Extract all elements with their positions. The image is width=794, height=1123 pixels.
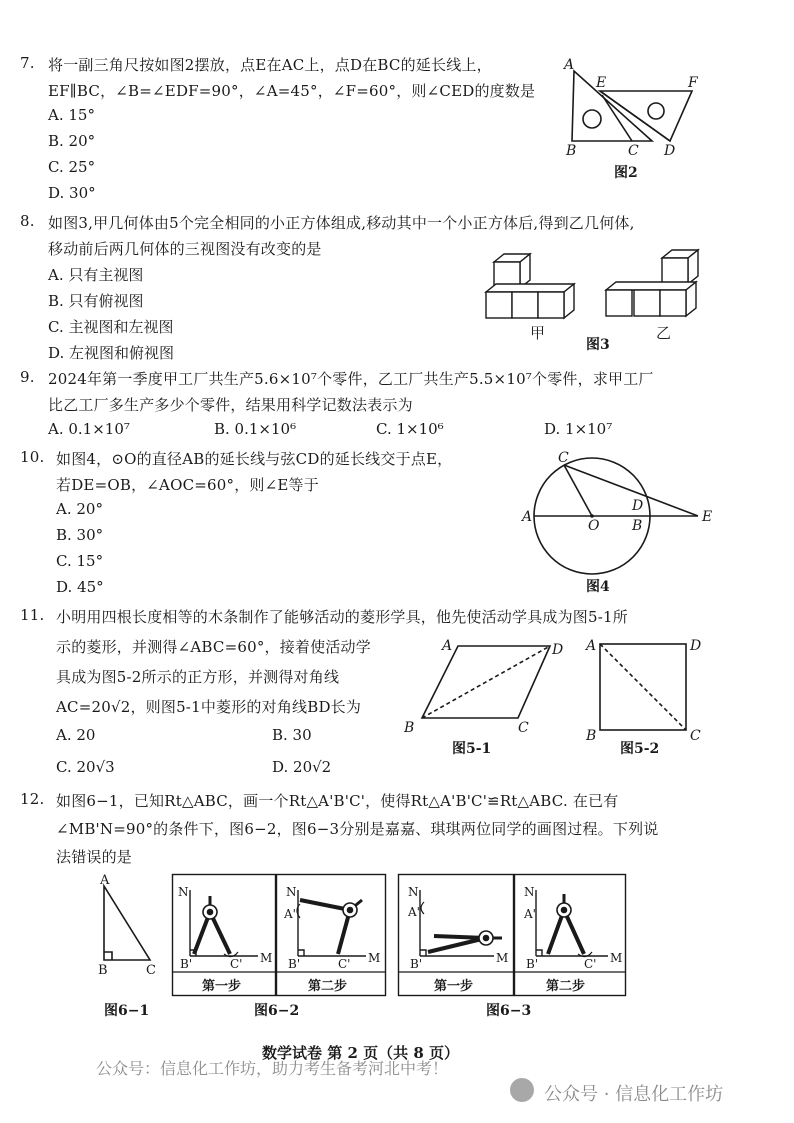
q12-fig63-step1 [398, 874, 514, 996]
q7-figure [560, 55, 710, 159]
q11-figure-square [582, 636, 712, 742]
q8-option-d: D. 左视图和俯视图 [48, 344, 175, 362]
q12-fig63a-label-b1: B' [410, 957, 423, 971]
q10-option-b: B. 30° [56, 526, 104, 544]
q7-label-d: D [664, 143, 676, 159]
q12-compass-icon [300, 900, 362, 954]
q9-option-c: C. 1×10⁶ [376, 420, 444, 438]
q8-option-c: C. 主视图和左视图 [48, 318, 174, 336]
q12-fig62b-label-m: M [368, 951, 381, 965]
q12-fig61-label-a: A [100, 873, 110, 888]
q11-square-label-a: A [586, 638, 597, 654]
q9-option-d: D. 1×10⁷ [544, 420, 613, 438]
q12-fig63b-label-n: N [524, 885, 535, 899]
q12-fig63a-label-n: N [408, 885, 419, 899]
q10-option-a: A. 20° [56, 500, 103, 518]
q11-text-line1: 小明用四根长度相等的木条制作了能够活动的菱形学具，他先使活动学具成为图5-1所 [56, 608, 628, 626]
page-footer: 数学试卷 第 2 页（共 8 页） [262, 1044, 459, 1062]
q10-number: 10. [20, 448, 45, 466]
q7-hole-right [648, 103, 664, 119]
q12-fig63a-step: 第一步 [434, 979, 474, 994]
q12-text-line2: ∠MB'N=90°的条件下，图6−2，图6−3分别是嘉嘉、琪琪两位同学的画图过程。下列说 [56, 820, 659, 838]
q7-number: 7. [20, 54, 35, 72]
q12-fig62-step1 [172, 874, 276, 996]
q8-figure-yi [600, 244, 700, 330]
q12-compass-icon [428, 931, 502, 952]
q10-option-d: D. 45° [56, 578, 104, 596]
q7-fig-caption: 图2 [614, 165, 638, 181]
q12-fig62b-label-n: N [286, 885, 297, 899]
q12-text-line3: 法错误的是 [56, 848, 133, 866]
q7-text-line1: 将一副三角尺按如图2摆放，点E在AC上，点D在BC的延长线上， [48, 56, 492, 74]
q12-fig63a-label-m: M [496, 951, 509, 965]
q12-fig63-step2 [514, 874, 626, 996]
q11-square-label-d: D [690, 638, 702, 654]
q8-option-a: A. 只有主视图 [48, 266, 144, 284]
q7-option-a: A. 15° [48, 106, 95, 124]
q8-option-b: B. 只有俯视图 [48, 292, 144, 310]
q12-fig63a-label-a1: A' [408, 905, 420, 919]
q11-figure-rhombus [400, 636, 570, 736]
q11-option-b: B. 30 [272, 726, 312, 744]
q12-caption-6-1: 图6−1 [104, 1003, 150, 1019]
q11-caption-5-2: 图5-2 [620, 741, 660, 757]
q7-triangle-45 [572, 71, 652, 141]
q11-caption-5-1: 图5-1 [452, 741, 492, 757]
q11-text-line3: 具成为图5-2所示的正方形，并测得对角线 [56, 668, 340, 686]
q12-fig62a-label-c1: C' [230, 957, 243, 971]
q8-fig-caption: 图3 [586, 337, 610, 353]
q12-caption-6-2: 图6−2 [254, 1003, 300, 1019]
q11-rhombus-label-b: B [404, 720, 415, 736]
q12-fig61-label-c: C [146, 963, 156, 978]
q7-label-e: E [596, 75, 607, 91]
watermark-right: 公众号 · 信息化工作坊 [544, 1084, 724, 1105]
q8-label-jia: 甲 [530, 324, 546, 342]
q7-label-f: F [688, 75, 698, 91]
q10-label-e: E [702, 509, 713, 525]
q10-figure [520, 448, 720, 578]
q12-fig63b-label-m: M [610, 951, 623, 965]
q12-fig63b-step: 第二步 [546, 979, 586, 994]
q12-fig62b-step: 第二步 [308, 979, 348, 994]
q11-option-c: C. 20√3 [56, 758, 115, 776]
q10-label-o: O [588, 518, 600, 534]
q7-triangle-60 [600, 91, 692, 141]
q12-fig61-label-b: B [98, 963, 108, 978]
q10-label-a: A [522, 509, 533, 525]
q11-square-label-b: B [586, 728, 597, 744]
q11-option-d: D. 20√2 [272, 758, 332, 776]
q11-text-line2: 示的菱形，并测得∠ABC=60°，接着使活动学 [56, 638, 371, 656]
q8-text-line2: 移动前后两几何体的三视图没有改变的是 [48, 240, 322, 258]
q10-fig-caption: 图4 [586, 579, 610, 595]
q10-label-b: B [632, 518, 643, 534]
q9-text-line1: 2024年第一季度甲工厂共生产5.6×10⁷个零件，乙工厂共生产5.5×10⁷个零件，求甲工厂 [48, 370, 654, 388]
q11-option-a: A. 20 [56, 726, 96, 744]
q12-fig62b-label-a1: A' [284, 907, 296, 921]
q7-text-line2: EF∥BC，∠B=∠EDF=90°，∠A=45°，∠F=60°，则∠CED的度数是 [48, 82, 536, 100]
q12-compass-icon [194, 896, 230, 954]
q8-number: 8. [20, 212, 35, 230]
q10-option-c: C. 15° [56, 552, 104, 570]
q10-label-c: C [558, 450, 569, 466]
q10-label-d: D [632, 498, 644, 514]
q12-fig62b-label-c1: C' [338, 957, 351, 971]
q12-fig63b-label-b1: B' [526, 957, 539, 971]
q12-figure-6-1 [94, 872, 164, 978]
q7-label-a: A [564, 57, 575, 73]
q9-text-line2: 比乙工厂多生产多少个零件，结果用科学记数法表示为 [48, 396, 413, 414]
q9-option-a: A. 0.1×10⁷ [48, 420, 130, 438]
q12-fig63b-label-c1: C' [584, 957, 597, 971]
q9-number: 9. [20, 368, 35, 386]
q12-text-line1: 如图6−1，已知Rt△ABC，画一个Rt△A'B'C'，使得Rt△A'B'C'≌Rt△ABC. 在已有 [56, 792, 619, 810]
q11-square-label-c: C [690, 728, 701, 744]
q9-option-b: B. 0.1×10⁶ [214, 420, 297, 438]
q12-fig62a-label-b1: B' [180, 957, 193, 971]
watermark-left: 公众号：信息化工作坊，助力考生备考河北中考！ [96, 1059, 449, 1078]
q11-rhombus-label-d: D [552, 642, 564, 658]
q10-text-line1: 如图4，⊙O的直径AB的延长线与弦CD的延长线交于点E， [56, 450, 453, 468]
wechat-icon [510, 1078, 534, 1102]
q7-option-c: C. 25° [48, 158, 96, 176]
q11-text-line4: AC=20√2，则图5-1中菱形的对角线BD长为 [56, 698, 362, 716]
q8-text-line1: 如图3,甲几何体由5个完全相同的小正方体组成,移动其中一个小正方体后,得到乙几何体, [48, 214, 635, 232]
q7-option-b: B. 20° [48, 132, 96, 150]
q12-fig62a-label-n: N [178, 885, 189, 899]
q7-option-d: D. 30° [48, 184, 96, 202]
q7-hole-left [583, 110, 601, 128]
q8-label-yi: 乙 [656, 324, 672, 342]
q12-fig62a-step: 第一步 [202, 979, 242, 994]
q12-fig63b-label-a1: A' [524, 907, 536, 921]
q12-compass-icon [548, 894, 584, 954]
q11-rhombus-label-c: C [518, 720, 529, 736]
q8-figure-jia [484, 250, 584, 330]
q10-text-line2: 若DE=OB，∠AOC=60°，则∠E等于 [56, 476, 319, 494]
q11-rhombus-label-a: A [442, 638, 453, 654]
q12-number: 12. [20, 790, 45, 808]
q12-fig62-step2 [276, 874, 386, 996]
q12-caption-6-3: 图6−3 [486, 1003, 532, 1019]
q12-fig62b-label-b1: B' [288, 957, 301, 971]
q7-label-b: B [566, 143, 577, 159]
q7-label-c: C [628, 143, 639, 159]
q12-fig62a-label-m: M [260, 951, 273, 965]
q11-number: 11. [20, 606, 45, 624]
